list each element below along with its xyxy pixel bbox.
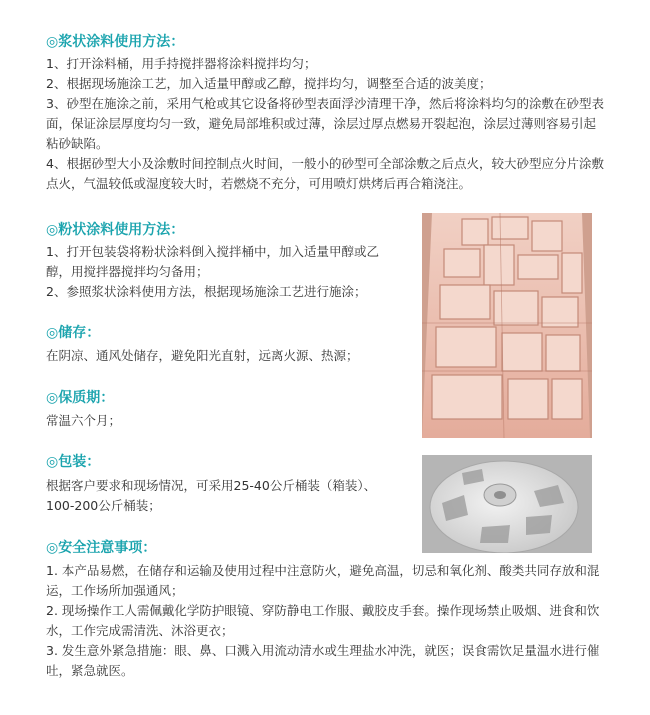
powder-step-2: 2、参照浆状涂料使用方法，根据现场施涂工艺进行施涂； [46, 284, 367, 299]
slurry-step-1: 1、打开涂料桶，用手持搅拌器将涂料搅拌均匀； [46, 56, 317, 71]
safety-item-1: 1. 本产品易燃，在储存和运输及使用过程中注意防火，避免高温，切忌和氧化剂、酸类共同存放和混运，工作场所加强通风； [46, 563, 600, 598]
slurry-usage-title: ◎浆状涂料使用方法： [46, 34, 185, 50]
shelf-life-text: 常温六个月； [46, 413, 122, 428]
slurry-step-4: 4、根据砂型大小及涂敷时间控制点火时间，一般小的砂型可全部涂敷之后点火，较大砂型应分片涂敷点火，气温较低或湿度较大时，若燃烧不充分，可用喷灯烘烤后再合箱浇注。 [46, 156, 604, 191]
round-mold-photo [422, 455, 592, 553]
powder-usage-title: ◎粉状涂料使用方法： [46, 222, 185, 238]
shelf-life-title: ◎保质期： [46, 390, 115, 406]
slurry-usage-text [46, 54, 606, 194]
safety-item-3: 3. 发生意外紧急措施：眼、鼻、口溅入用流动清水或生理盐水冲洗，就医；误食需饮足量温水进行催吐，紧急就医。 [46, 643, 600, 678]
storage-text: 在阴凉、通风处储存，避免阳光直射，远离火源、热源； [46, 348, 359, 363]
coated-sand-mold-photo [422, 213, 592, 438]
safety-item-2: 2. 现场操作工人需佩戴化学防护眼镜、穿防静电工作服、戴胶皮手套。操作现场禁止吸烟、进食和饮水，工作完成需清洗、沐浴更衣； [46, 603, 600, 638]
round-mold-image [422, 455, 592, 553]
safety-title: ◎安全注意事项： [46, 540, 157, 556]
powder-usage-text [46, 242, 401, 302]
slurry-step-3: 3、砂型在施涂之前，采用气枪或其它设备将砂型表面浮沙清理干净，然后将涂料均匀的涂敷在砂型表面，保证涂层厚度均匀一致，避免局部堆积或过薄，涂层过厚点燃易开裂起泡，涂层过薄则容易引起粘砂缺陷。 [46, 96, 604, 151]
packaging-text: 根据客户要求和现场情况，可采用25-40公斤桶装（箱装）、100-200公斤桶装； [46, 478, 377, 513]
storage-title: ◎储存： [46, 325, 101, 341]
slurry-step-2: 2、根据现场施涂工艺，加入适量甲醇或乙醇，搅拌均匀，调整至合适的波美度； [46, 76, 492, 91]
powder-step-1: 1、打开包装袋将粉状涂料倒入搅拌桶中，加入适量甲醇或乙醇，用搅拌器搅拌均匀备用； [46, 244, 379, 279]
packaging-title: ◎包装： [46, 454, 101, 470]
safety-text [46, 561, 606, 681]
coated-sand-mold-image [422, 213, 592, 438]
